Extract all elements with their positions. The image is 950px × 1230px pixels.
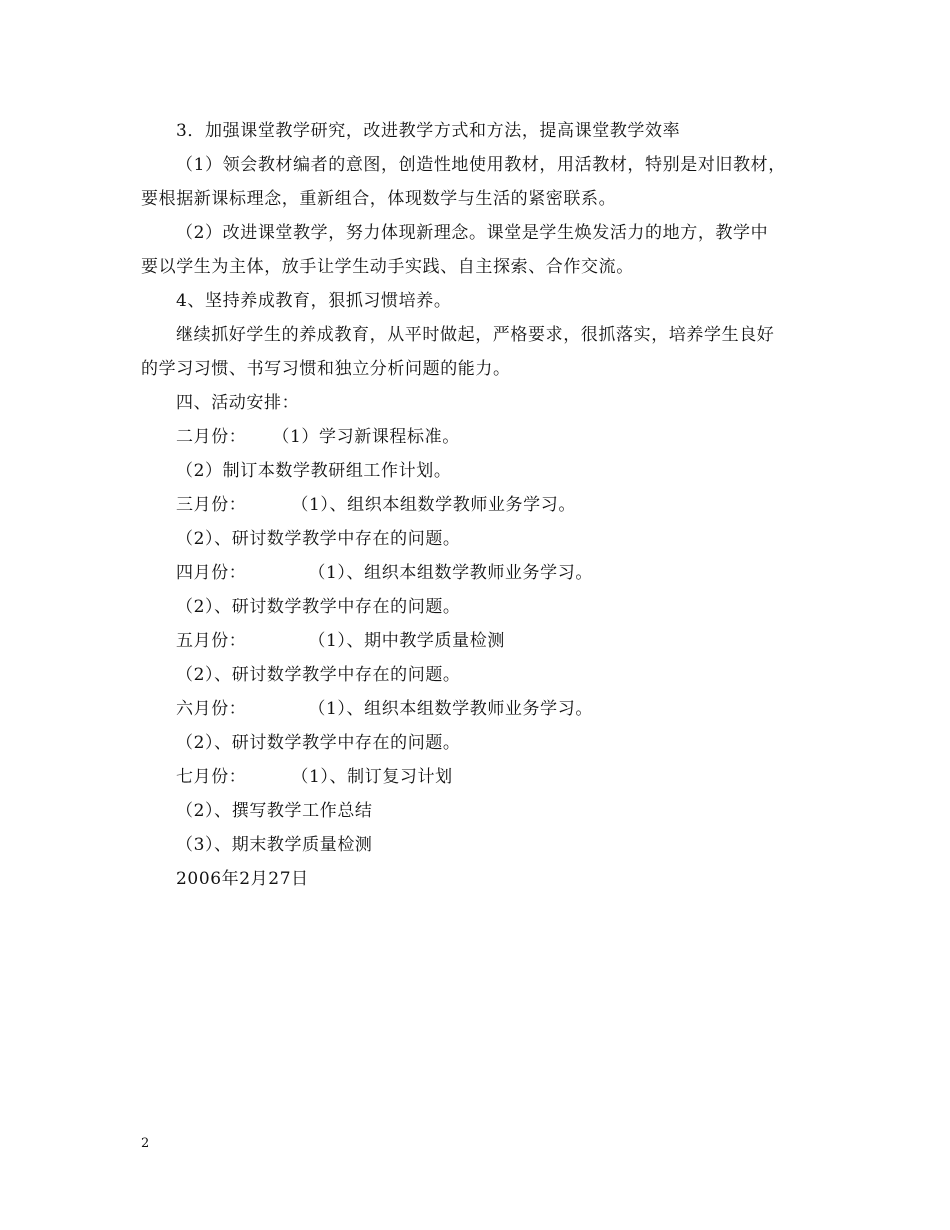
page-number: 2 bbox=[141, 1136, 150, 1151]
schedule-item: （1）、组织本组数学教师业务学习。 bbox=[291, 495, 576, 515]
schedule-month: 三月份： bbox=[176, 495, 247, 515]
schedule-item: （3）、期末教学质量检测 bbox=[176, 835, 373, 855]
schedule-item: （2）、撰写教学工作总结 bbox=[176, 801, 373, 821]
paragraph-line: 继续抓好学生的养成教育，从平时做起，严格要求，很抓落实，培养学生良好 bbox=[176, 325, 775, 345]
schedule-item: （1）学习新课程标准。 bbox=[272, 427, 460, 447]
schedule-item: （1）、制订复习计划 bbox=[291, 767, 453, 787]
schedule-month: 五月份： bbox=[176, 631, 247, 651]
schedule-item: （2）、研讨数学教学中存在的问题。 bbox=[176, 529, 461, 549]
schedule-month: 二月份： bbox=[176, 427, 247, 447]
schedule-row bbox=[176, 629, 505, 653]
schedule-month: 四月份： bbox=[176, 563, 247, 583]
schedule-row bbox=[176, 561, 593, 585]
schedule-item: （2）制订本数学教研组工作计划。 bbox=[176, 461, 452, 481]
schedule-month: 六月份： bbox=[176, 699, 247, 719]
schedule-row bbox=[176, 765, 453, 789]
paragraph-line: （2）改进课堂教学，努力体现新理念。课堂是学生焕发活力的地方，教学中 bbox=[176, 223, 769, 243]
schedule-item: （1）、期中教学质量检测 bbox=[308, 631, 505, 651]
schedule-item: （1）、组织本组数学教师业务学习。 bbox=[308, 699, 593, 719]
schedule-row bbox=[176, 493, 576, 517]
schedule-row bbox=[176, 697, 593, 721]
paragraph-line: 的学习习惯、书写习惯和独立分析问题的能力。 bbox=[141, 359, 511, 379]
schedule-month: 七月份： bbox=[176, 767, 247, 787]
schedule-item: （1）、组织本组数学教师业务学习。 bbox=[308, 563, 593, 583]
schedule-item: （2）、研讨数学教学中存在的问题。 bbox=[176, 597, 461, 617]
activity-heading: 四、活动安排： bbox=[176, 393, 300, 413]
schedule-item: （2）、研讨数学教学中存在的问题。 bbox=[176, 665, 461, 685]
paragraph-line: （1）领会教材编者的意图，创造性地使用教材，用活教材，特别是对旧教材， bbox=[176, 155, 786, 175]
paragraph-line: 要根据新课标理念，重新组合，体现数学与生活的紧密联系。 bbox=[141, 189, 617, 209]
schedule-row bbox=[176, 425, 460, 449]
section-4-heading: 4、坚持养成教育，狠抓习惯培养。 bbox=[176, 291, 452, 311]
schedule-item: （2）、研讨数学教学中存在的问题。 bbox=[176, 733, 461, 753]
section-3-heading: 3．加强课堂教学研究，改进教学方式和方法，提高课堂教学效率 bbox=[176, 121, 681, 141]
paragraph-line: 要以学生为主体，放手让学生动手实践、自主探索、合作交流。 bbox=[141, 257, 634, 277]
document-date: 2006年2月27日 bbox=[176, 869, 309, 889]
